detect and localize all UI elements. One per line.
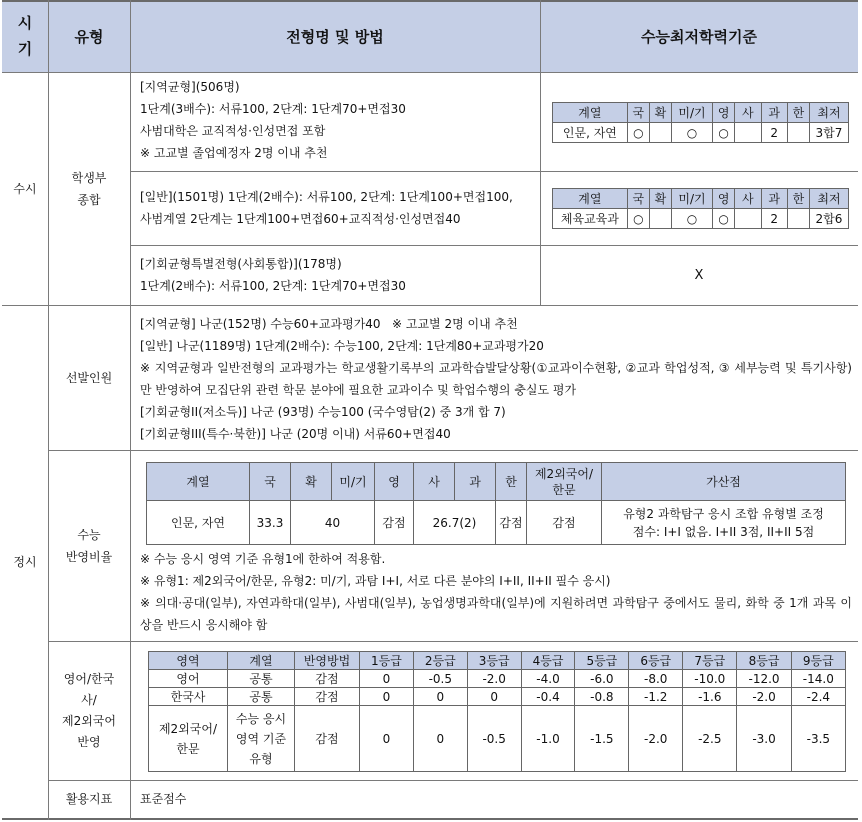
cell	[649, 209, 671, 229]
cell: 2	[761, 123, 787, 143]
col-header: 반영방법	[295, 652, 360, 670]
cell: -12.0	[737, 670, 791, 688]
selection-line: [기회균형III(특수·북한)] 나군 (20명 이내) 서류60+면접40	[140, 427, 451, 441]
col-header: 미/기	[672, 103, 713, 123]
method-line: 1단계(2배수): 서류100, 2단계: 1단계70+면접30	[140, 279, 406, 293]
header-period: 시 기	[17, 14, 33, 58]
cell: 26.7(2)	[414, 501, 496, 545]
col-header: 과	[761, 189, 787, 209]
english-grade-table	[148, 651, 846, 772]
cell	[787, 123, 809, 143]
col-header: 계열	[228, 652, 295, 670]
col-header: 과	[455, 463, 496, 501]
cell: -1.6	[683, 688, 737, 706]
cell: 감점	[295, 706, 360, 772]
method-line: [일반](1501명) 1단계(2배수): 서류100, 2단계: 1단계100+면접100,	[140, 190, 513, 204]
col-header: 6등급	[629, 652, 683, 670]
susi-general-method	[140, 186, 513, 230]
col-header: 국	[627, 189, 649, 209]
selection-content	[140, 313, 852, 445]
col-header: 계열	[553, 189, 628, 209]
cell: -4.0	[521, 670, 575, 688]
method-line: 1단계(3배수): 서류100, 2단계: 1단계70+면접30	[140, 102, 406, 116]
cell: 0	[360, 688, 414, 706]
col-header: 3등급	[467, 652, 521, 670]
cell: 영어	[149, 670, 228, 688]
cell: -1.2	[629, 688, 683, 706]
col-header: 사	[735, 103, 761, 123]
cell: ○	[672, 209, 713, 229]
cell: -0.4	[521, 688, 575, 706]
col-header: 최저	[809, 189, 848, 209]
method-line: [지역균형](506명)	[140, 80, 240, 94]
selection-line: [기회균형II(저소득)] 나군 (93명) 수능100 (국수영탐(2) 중 3개 합 7)	[140, 405, 506, 419]
bonus-line: 유형2 과학탐구 응시 조합 유형별 조정	[623, 506, 824, 521]
bonus-cell	[602, 501, 846, 545]
cell: -14.0	[791, 670, 845, 688]
cell	[735, 123, 761, 143]
suneung-notes	[140, 548, 852, 636]
suneung-note: ※ 수능 응시 영역 기준 유형1에 한하여 적용함.	[140, 552, 386, 566]
cell: -3.0	[737, 706, 791, 772]
method-line: 사범계열 2단계는 1단계100+면접60+교직적성·인성면접40	[140, 212, 461, 226]
cell: -2.0	[467, 670, 521, 688]
selection-line: [일반] 나군(1189명) 1단계(2배수): 수능100, 2단계: 1단계80+교과평가20	[140, 339, 544, 353]
cell: 인문, 자연	[553, 123, 628, 143]
susi-regional-method	[140, 76, 406, 164]
selection-note: ※ 지역균형과 일반전형의 교과평가는 학교생활기록부의 교과학습발달상황(①교과이수현황, ②교과 학업성적, ③ 세부능력 및 특기사항)만 반영하여 모집단위 관련 학문 분야에 필요한 교과이수 및 학업수행의 충실도 평가	[140, 361, 852, 397]
col-header: 영	[713, 189, 735, 209]
cell: 감점	[295, 688, 360, 706]
label-selection: 선발인원	[65, 370, 113, 385]
suneung-note: ※ 유형1: 제2외국어/한문, 유형2: 미/기, 과탐 I+I, 서로 다른 분야의 I+II, II+II 필수 응시)	[140, 574, 611, 588]
table-row	[149, 670, 846, 688]
cell: -0.5	[413, 670, 467, 688]
cell: 2합6	[809, 209, 848, 229]
col-header: 사	[414, 463, 455, 501]
table-row	[149, 688, 846, 706]
cell: -3.5	[791, 706, 845, 772]
cell: -1.0	[521, 706, 575, 772]
col-header: 8등급	[737, 652, 791, 670]
header-type: 유형	[74, 27, 104, 46]
cell: 한국사	[149, 688, 228, 706]
label-index: 활용지표	[65, 792, 113, 806]
period-jungsi: 정시	[13, 554, 37, 569]
cell: 0	[467, 688, 521, 706]
col-header: 제2외국어/ 한문	[527, 463, 602, 501]
method-line: 사범대학은 교직적성·인성면접 포함	[140, 124, 326, 138]
cell: ○	[713, 209, 735, 229]
cell: 인문, 자연	[147, 501, 250, 545]
cell: -2.4	[791, 688, 845, 706]
col-header: 확	[649, 103, 671, 123]
col-header: 국	[250, 463, 291, 501]
cell: ○	[672, 123, 713, 143]
bonus-line: 점수: I+I 없음. I+II 3점, II+II 5점	[632, 524, 815, 539]
col-header: 미/기	[332, 463, 375, 501]
col-header: 2등급	[413, 652, 467, 670]
label-suneung: 수능 반영비율	[65, 527, 113, 564]
col-header: 한	[787, 189, 809, 209]
cell: ○	[627, 123, 649, 143]
susi-general-criteria-table	[552, 188, 849, 229]
cell: 감점	[527, 501, 602, 545]
method-line: ※ 고교별 졸업예정자 2명 이내 추천	[140, 146, 328, 160]
col-header: 국	[627, 103, 649, 123]
cell: -1.5	[575, 706, 629, 772]
cell: 0	[413, 688, 467, 706]
col-header: 확	[649, 189, 671, 209]
cell: 공통	[228, 688, 295, 706]
col-header: 확	[291, 463, 332, 501]
label-english: 영어/한국 사/ 제2외국어 반영	[61, 671, 116, 749]
cell: -6.0	[575, 670, 629, 688]
cell: -8.0	[629, 670, 683, 688]
col-header: 5등급	[575, 652, 629, 670]
cell: 0	[360, 706, 414, 772]
cell: 감점	[295, 670, 360, 688]
header-criteria: 수능최저학력기준	[641, 27, 757, 46]
cell: 0	[360, 670, 414, 688]
cell: 체육교육과	[553, 209, 628, 229]
col-header: 7등급	[683, 652, 737, 670]
cell	[787, 209, 809, 229]
col-header: 사	[735, 189, 761, 209]
cell: 공통	[228, 670, 295, 688]
col-header: 한	[787, 103, 809, 123]
col-header: 9등급	[791, 652, 845, 670]
selection-line: [지역균형] 나군(152명) 수능60+교과평가40 ※ 고교별 2명 이내 추천	[140, 317, 518, 331]
cell: 0	[413, 706, 467, 772]
susi-opportunity-method	[140, 253, 406, 297]
col-header: 미/기	[672, 189, 713, 209]
col-header: 4등급	[521, 652, 575, 670]
cell: 40	[291, 501, 375, 545]
method-line: [기회균형특별전형(사회통합)](178명)	[140, 257, 342, 271]
cell: 2	[761, 209, 787, 229]
cell: -10.0	[683, 670, 737, 688]
susi-opportunity-criteria: X	[694, 267, 704, 283]
cell: 3합7	[809, 123, 848, 143]
col-header: 1등급	[360, 652, 414, 670]
table-row	[149, 706, 846, 772]
cell: -0.8	[575, 688, 629, 706]
suneung-ratio-table	[146, 462, 846, 545]
cell: -2.0	[629, 706, 683, 772]
col-header: 가산점	[602, 463, 846, 501]
col-header: 한	[496, 463, 527, 501]
cell: ○	[713, 123, 735, 143]
period-susi: 수시	[13, 181, 37, 196]
cell: -0.5	[467, 706, 521, 772]
cell: 감점	[496, 501, 527, 545]
cell: -2.5	[683, 706, 737, 772]
col-header: 영역	[149, 652, 228, 670]
col-header: 최저	[809, 103, 848, 123]
cell: 33.3	[250, 501, 291, 545]
col-header: 영	[713, 103, 735, 123]
header-method: 전형명 및 방법	[286, 27, 384, 46]
type-hakjong: 학생부 종합	[71, 170, 107, 207]
cell	[735, 209, 761, 229]
cell: 제2외국어/ 한문	[149, 706, 228, 772]
cell: 수능 응시 영역 기준 유형	[228, 706, 295, 772]
col-header: 과	[761, 103, 787, 123]
cell: -2.0	[737, 688, 791, 706]
susi-regional-criteria-table	[552, 102, 849, 143]
col-header: 계열	[147, 463, 250, 501]
col-header: 계열	[553, 103, 628, 123]
cell: 감점	[375, 501, 414, 545]
col-header: 영	[375, 463, 414, 501]
cell: ○	[627, 209, 649, 229]
index-value: 표준점수	[140, 792, 187, 806]
suneung-note: ※ 의대·공대(일부), 자연과학대(일부), 사범대(일부), 농업생명과학대(일부)에 지원하려면 과학탐구 중에서도 물리, 화학 중 1개 과목 이상을 반드시 응시해야 함	[140, 596, 852, 632]
cell	[649, 123, 671, 143]
